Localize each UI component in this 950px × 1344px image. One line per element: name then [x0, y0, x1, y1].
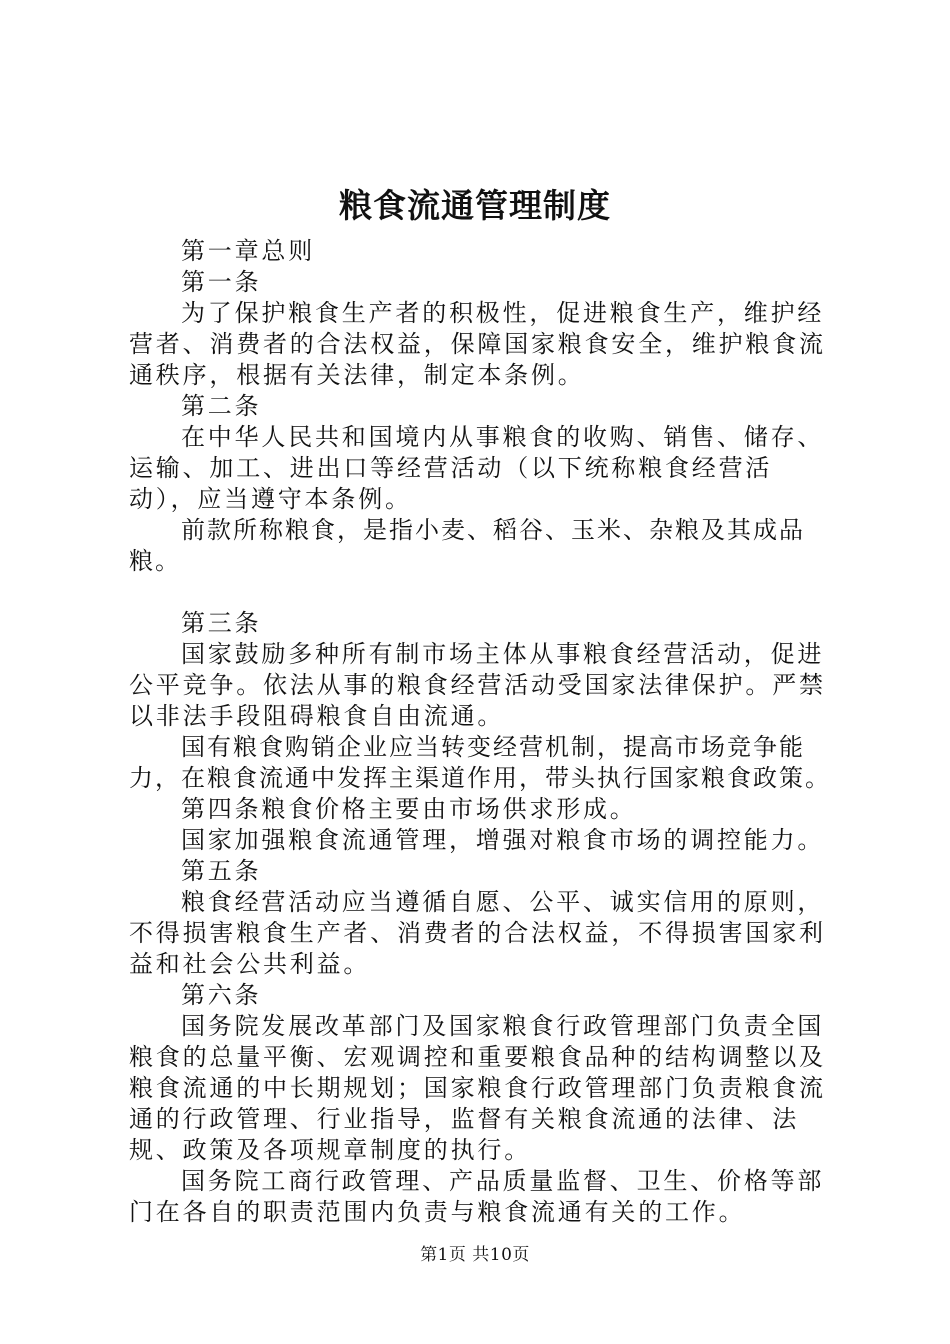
- document-body: [129, 236, 839, 1228]
- paragraph: 国家鼓励多种所有制市场主体从事粮食经营活动，促进公平竞争。依法从事的粮食经营活动受国家法律保护。严禁以非法手段阻碍粮食自由流通。: [129, 640, 826, 730]
- paragraph: 国有粮食购销企业应当转变经营机制，提高市场竞争能力，在粮食流通中发挥主渠道作用，带头执行国家粮食政策。: [129, 733, 831, 792]
- article-heading: 第三条: [181, 609, 262, 637]
- paragraph: 在中华人民共和国境内从事粮食的收购、销售、储存、运输、加工、进出口等经营活动（以下统称粮食经营活动），应当遵守本条例。: [129, 423, 825, 513]
- article-heading: 第二条: [181, 392, 262, 420]
- paragraph: 国务院发展改革部门及国家粮食行政管理部门负责全国粮食的总量平衡、宏观调控和重要粮食品种的结构调整以及粮食流通的中长期规划；国家粮食行政管理部门负责粮食流通的行政管理、行业指导，监督有关粮食流通的法律、法规、政策及各项规章制度的执行。: [129, 1012, 826, 1164]
- article-heading: 第六条: [181, 981, 262, 1009]
- paragraph: 第四条粮食价格主要由市场供求形成。: [181, 795, 637, 823]
- article-heading: 第五条: [181, 857, 262, 885]
- chapter-heading: 第一章总则: [181, 237, 315, 265]
- paragraph: 国家加强粮食流通管理，增强对粮食市场的调控能力。: [181, 826, 825, 854]
- paragraph: 为了保护粮食生产者的积极性，促进粮食生产，维护经营者、消费者的合法权益，保障国家粮食安全，维护粮食流通秩序，根据有关法律，制定本条例。: [129, 299, 826, 389]
- blank-line: [129, 577, 839, 608]
- document-title: 粮食流通管理制度: [339, 186, 611, 225]
- paragraph: 粮食经营活动应当遵循自愿、公平、诚实信用的原则，不得损害粮食生产者、消费者的合法权益，不得损害国家利益和社会公共利益。: [129, 888, 826, 978]
- page-footer: 第1页 共10页: [420, 1245, 530, 1265]
- paragraph: 前款所称粮食，是指小麦、稻谷、玉米、杂粮及其成品粮。: [129, 516, 805, 575]
- paragraph: 国务院工商行政管理、产品质量监督、卫生、价格等部门在各自的职责范围内负责与粮食流通有关的工作。: [129, 1167, 825, 1226]
- article-heading: 第一条: [181, 268, 262, 296]
